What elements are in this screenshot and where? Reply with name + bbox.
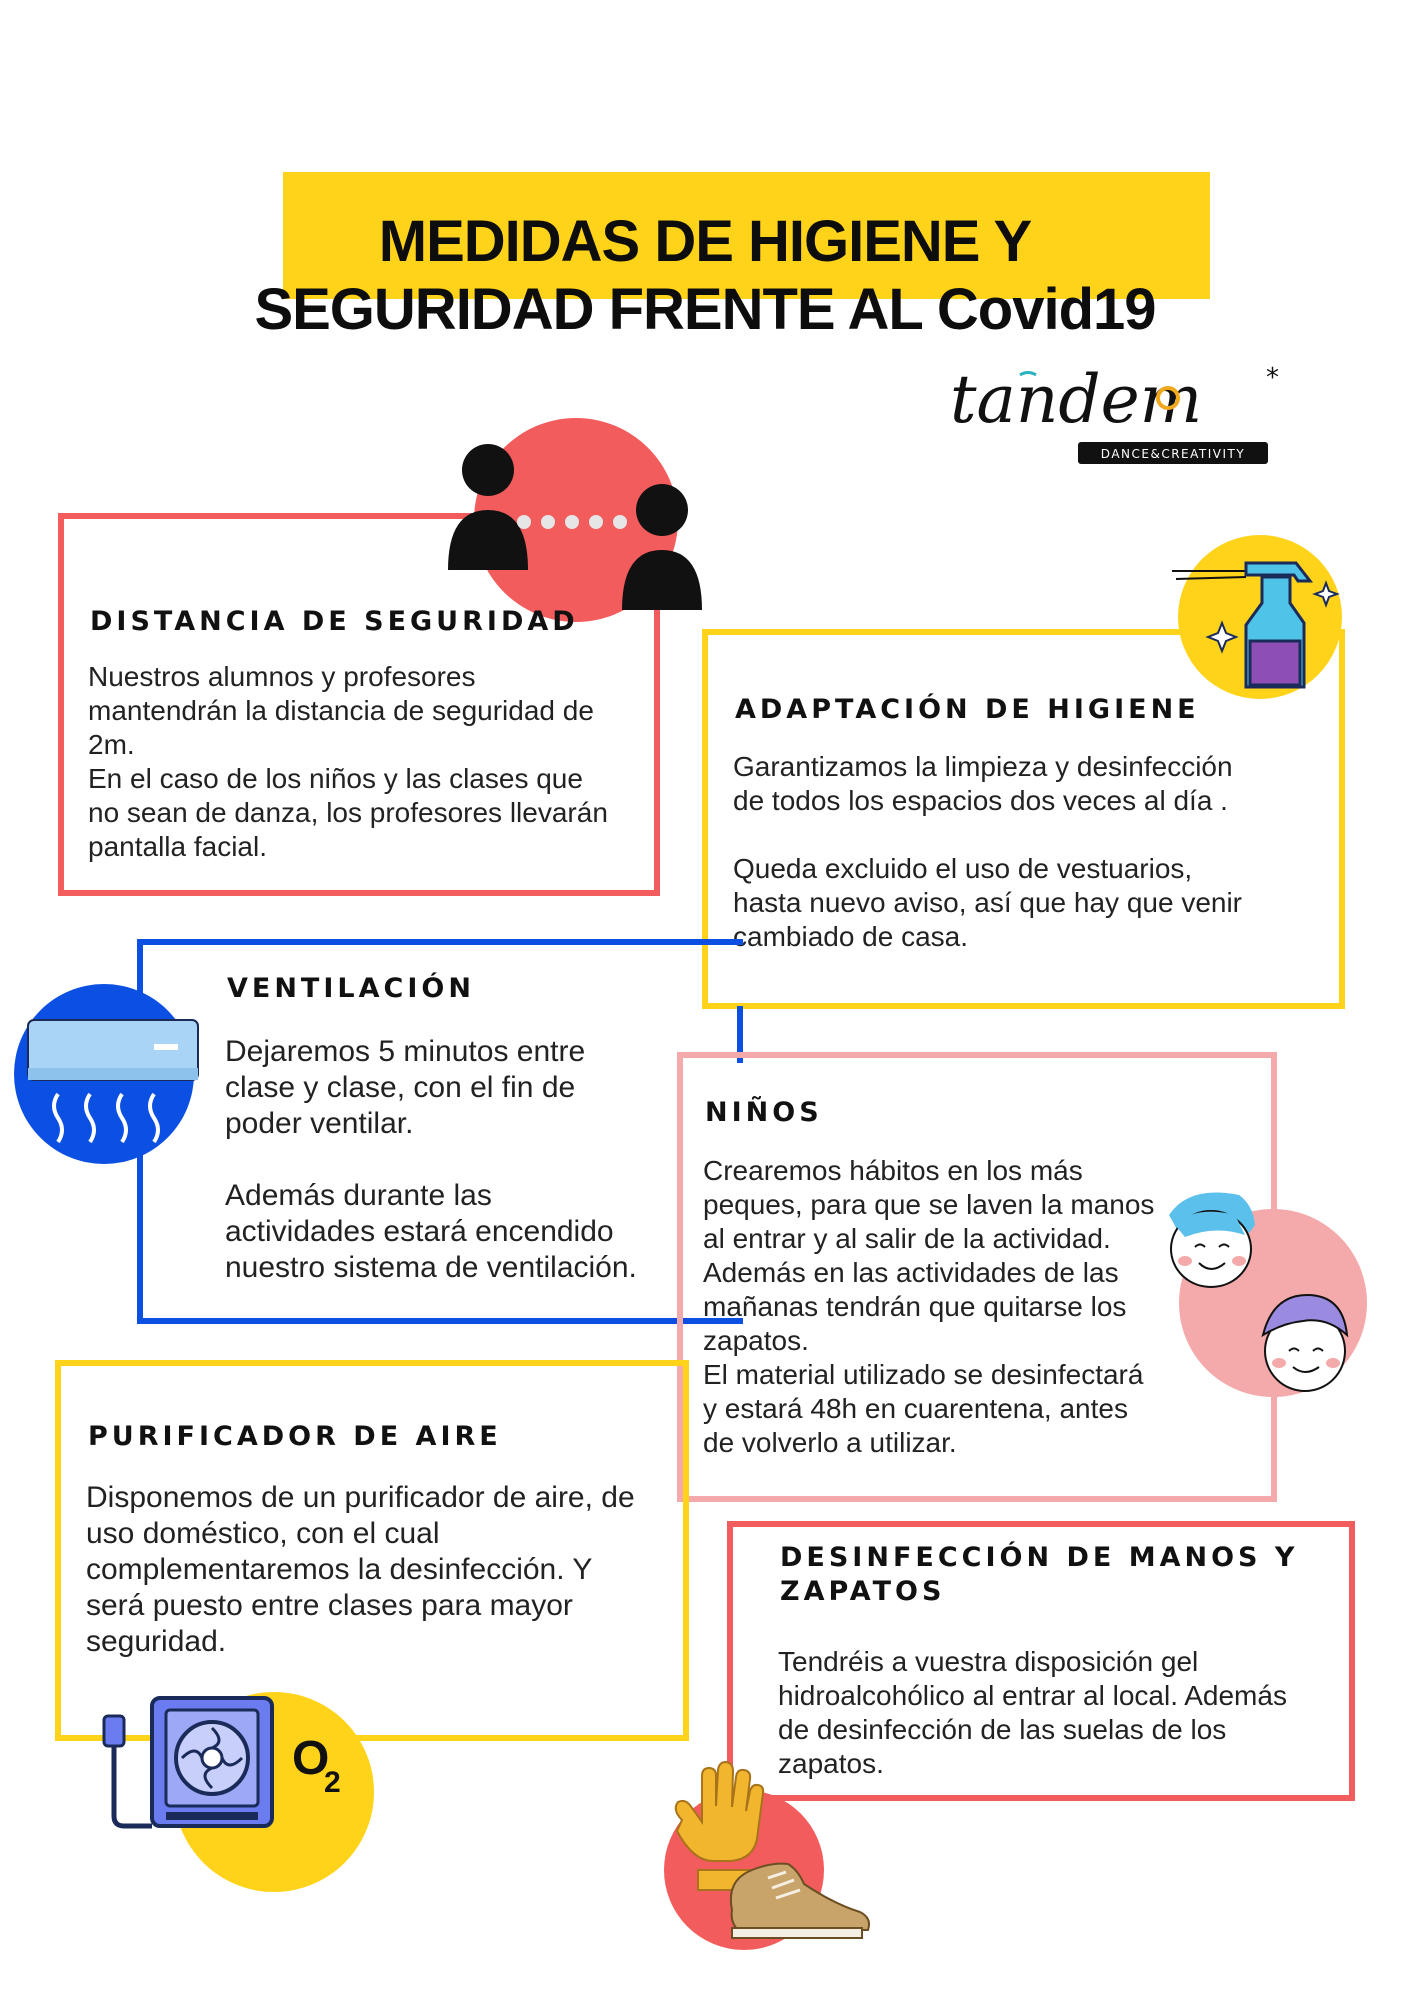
logo-tagline: DANCE&CREATIVITY: [1100, 447, 1246, 461]
tandem-logo-icon: [950, 360, 1280, 470]
higiene-text: Garantizamos la limpieza y desinfección de todos los espacios dos veces al día . Queda excluido el uso de vestuarios, hasta nuevo aviso, así que hay que venir cambiado de casa.: [733, 751, 1243, 952]
ninos-text: Crearemos hábitos en los más peques, para que se laven la manos al entrar y al salir de la actividad. Además en las actividades de las mañanas tendrán que quitarse los zapatos. El material utilizado se desinfectará y estará 48h en cuarentena, antes de volverlo a utilizar.: [703, 1155, 1155, 1458]
air-conditioner-icon: [14, 984, 194, 1164]
manos-heading-line-1: DESINFECCIÓN DE MANOS Y: [780, 1542, 1299, 1573]
ventilacion-text: Dejaremos 5 minutos entre clase y clase, con el fin de poder ventilar. Además durante las actividades estará encendido nuestro sistema de ventilación.: [225, 1035, 637, 1284]
tandem-logo: [950, 360, 1280, 470]
purificador-text: Disponemos de un purificador de aire, de uso doméstico, con el cual complementaremos la desinfección. Y será puesto entre clases para mayor seguridad.: [86, 1481, 635, 1658]
children-faces-icon: [1155, 1185, 1375, 1415]
spray-bottle-icon: [1176, 533, 1344, 701]
glove-and-shoe-icon: [662, 1760, 872, 1960]
svg-text:*: *: [1266, 363, 1279, 393]
page-title: [190, 208, 1220, 344]
higiene-heading: ADAPTACIÓN DE HIGIENE: [735, 694, 1200, 725]
purificador-heading: PURIFICADOR DE AIRE: [88, 1421, 502, 1452]
distancia-heading: DISTANCIA DE SEGURIDAD: [90, 606, 579, 637]
title-line-2: SEGURIDAD FRENTE AL Covid19: [254, 277, 1156, 342]
ninos-heading: NIÑOS: [705, 1097, 823, 1128]
distancia-text: Nuestros alumnos y profesores mantendrán la distancia de seguridad de 2m. En el caso de los niños y las clases que no sean de danza, los profesores llevarán pantalla facial.: [88, 661, 608, 862]
manos-heading-line-2: ZAPATOS: [780, 1576, 946, 1607]
ventilacion-heading: VENTILACIÓN: [227, 973, 475, 1004]
manos-heading: [780, 1541, 1298, 1609]
logo-wordmark: tandem: [950, 361, 1203, 438]
manos-text: Tendréis a vuestra disposición gel hidroalcohólico al entrar al local. Además de desinfección de las suelas de los zapatos.: [778, 1646, 1287, 1779]
oxygen-label: O: [292, 1732, 330, 1785]
air-purifier-icon: [96, 1688, 396, 1878]
oxygen-subscript: 2: [324, 1766, 341, 1799]
title-line-1: MEDIDAS DE HIGIENE Y: [378, 209, 1032, 274]
